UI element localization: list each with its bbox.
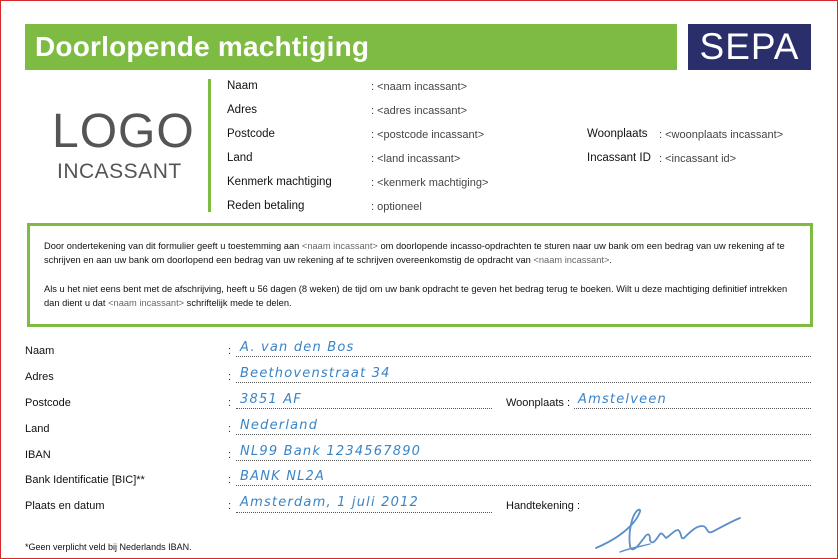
creditor-postcode-value: : <postcode incassant> xyxy=(371,129,485,141)
debtor-country-line xyxy=(236,434,811,435)
creditor-city-label: Woonplaats xyxy=(587,128,648,140)
debtor-city-line xyxy=(574,408,811,409)
debtor-country-field[interactable]: Nederland xyxy=(240,418,319,433)
creditor-name-value: : <naam incassant> xyxy=(371,81,468,93)
footnote: *Geen verplicht veld bij Nederlands IBAN. xyxy=(25,542,192,552)
debtor-postcode-label: Postcode xyxy=(25,397,71,409)
signature-scribble[interactable] xyxy=(590,496,750,558)
creditor-city-value: : <woonplaats incassant> xyxy=(659,129,784,141)
payment-reason-label: Reden betaling xyxy=(227,200,305,212)
colon: : xyxy=(228,449,232,461)
creditor-country-value: : <land incassant> xyxy=(371,153,461,165)
place-date-label: Plaats en datum xyxy=(25,500,105,512)
page-title: Doorlopende machtiging xyxy=(35,31,370,62)
place-date-field[interactable]: Amsterdam, 1 juli 2012 xyxy=(240,495,420,510)
debtor-city-label: Woonplaats : xyxy=(506,397,571,409)
logo-subtext: INCASSANT xyxy=(57,160,182,183)
creditor-postcode-label: Postcode xyxy=(227,128,275,140)
place-date-line xyxy=(236,512,492,513)
debtor-address-line xyxy=(236,382,811,383)
refund-paragraph: Als u het niet eens bent met de afschrijving, heeft u 56 dagen (8 weken) de tijd om uw bank opdracht te geven het bedrag terug te boeken. Wilt u deze machtiging definitief intrekken dan dient u dat <naam incassant> schriftelijk mede te delen. xyxy=(44,284,788,308)
debtor-name-label: Naam xyxy=(25,345,55,357)
creditor-id-label: Incassant ID xyxy=(587,152,651,164)
divider-line xyxy=(208,79,211,212)
creditor-country-label: Land xyxy=(227,152,253,164)
debtor-name-field[interactable]: A. van den Bos xyxy=(240,340,355,355)
payment-reason-value: : optioneel xyxy=(371,201,422,213)
bic-line xyxy=(236,485,811,486)
colon: : xyxy=(228,474,232,486)
iban-field[interactable]: NL99 Bank 1234567890 xyxy=(240,444,422,459)
debtor-postcode-line xyxy=(236,408,492,409)
debtor-postcode-field[interactable]: 3851 AF xyxy=(240,392,302,407)
colon: : xyxy=(228,345,232,357)
creditor-id-value: : <incassant id> xyxy=(659,153,737,165)
bic-label: Bank Identificatie [BIC]** xyxy=(25,474,145,486)
signature-label: Handtekening : xyxy=(506,500,580,512)
iban-label: IBAN xyxy=(25,449,51,461)
sepa-badge: SEPA xyxy=(688,24,811,70)
bic-field[interactable]: BANK NL2A xyxy=(240,469,326,484)
debtor-country-label: Land xyxy=(25,423,50,435)
consent-notice xyxy=(27,223,813,327)
creditor-address-label: Adres xyxy=(227,104,258,116)
title-bar xyxy=(25,24,677,70)
consent-paragraph: Door ondertekening van dit formulier geeft u toestemming aan <naam incassant> om doorlopende incasso-opdrachten te sturen naar uw bank om een bedrag van uw rekening af te schrijven en aan uw bank om doorlopend een bedrag van uw rekening af te schrijven overeenkomstig de opdracht van <naam incassant>. xyxy=(44,241,785,265)
creditor-name-label: Naam xyxy=(227,80,258,92)
colon: : xyxy=(228,500,232,512)
mandate-ref-value: : <kenmerk machtiging> xyxy=(371,177,489,189)
colon: : xyxy=(228,371,232,383)
mandate-ref-label: Kenmerk machtiging xyxy=(227,176,332,188)
colon: : xyxy=(228,397,232,409)
creditor-address-value: : <adres incassant> xyxy=(371,105,468,117)
logo-text: LOGO xyxy=(52,105,195,158)
debtor-address-field[interactable]: Beethovenstraat 34 xyxy=(240,366,391,381)
debtor-address-label: Adres xyxy=(25,371,54,383)
debtor-name-line xyxy=(236,356,811,357)
colon: : xyxy=(228,423,232,435)
iban-line xyxy=(236,460,811,461)
debtor-city-field[interactable]: Amstelveen xyxy=(578,392,667,407)
